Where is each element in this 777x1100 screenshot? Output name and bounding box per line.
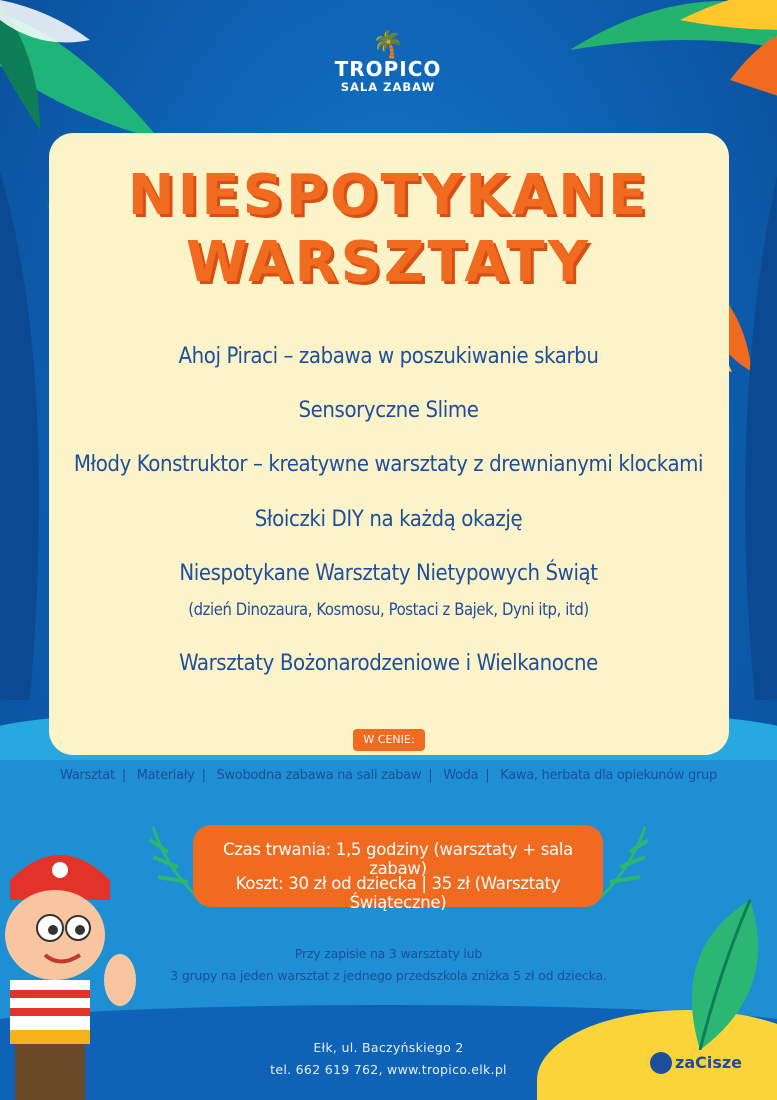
zacisze-label: zaCisze <box>675 1053 743 1072</box>
palm-icon: 🌴 <box>371 30 405 60</box>
discount-line-1: Przy zapisie na 3 warsztaty lub <box>294 946 483 961</box>
included-item: Woda <box>443 768 479 783</box>
workshop-item: Słoiczki DIY na każdą okazję <box>254 507 523 532</box>
page-title-line2: WARSZTATY <box>185 230 592 295</box>
included-list: Warsztat | Materiały | Swobodna zabawa na sali zabaw | Woda | Kawa, herbata dla opiekunów grup <box>60 768 717 783</box>
page-title-line1: NIESPOTYKANE <box>127 163 650 228</box>
discount-line-2: 3 grupy na jeden warsztat z jednego przedszkola zniżka 5 zł od dziecka. <box>170 968 607 983</box>
included-item: Swobodna zabawa na sali zabaw <box>216 768 422 783</box>
logo-name: TROPICO <box>334 57 442 81</box>
address: Ełk, ul. Baczyńskiego 2 <box>313 1040 464 1055</box>
tropico-logo <box>318 32 458 112</box>
palm-leaf-top-right <box>560 0 777 130</box>
workshop-item: Warsztaty Bożonarodzeniowe i Wielkanocne <box>179 651 598 676</box>
contact-info: tel. 662 619 762, www.tropico.elk.pl <box>270 1062 507 1077</box>
cost-text: Koszt: 30 zł od dziecka | 35 zł (Warsztaty Świąteczne) <box>235 874 561 912</box>
workshop-item: Ahoj Piraci – zabawa w poszukiwanie skarbu <box>178 344 599 369</box>
logo-subtitle: SALA ZABAW <box>340 80 436 94</box>
zacisze-logo <box>650 1050 760 1080</box>
workshop-item-note: (dzień Dinozaura, Kosmosu, Postaci z Bajek, Dyni itp, itd) <box>188 600 589 619</box>
included-item: Kawa, herbata dla opiekunów grup <box>500 768 717 783</box>
workshop-item: Niespotykane Warsztaty Nietypowych Świąt <box>179 561 598 586</box>
included-item: Materiały <box>136 768 195 783</box>
workshop-item: Młody Konstruktor – kreatywne warsztaty z drewnianymi klockami <box>73 452 704 477</box>
price-included-badge: W CENIE: <box>353 729 425 751</box>
zacisze-tree-icon <box>650 1052 672 1074</box>
included-item: Warsztat <box>60 768 115 783</box>
workshop-item: Sensoryczne Slime <box>298 398 479 423</box>
duration-text: Czas trwania: 1,5 godziny (warsztaty + sala zabaw) <box>223 840 573 878</box>
